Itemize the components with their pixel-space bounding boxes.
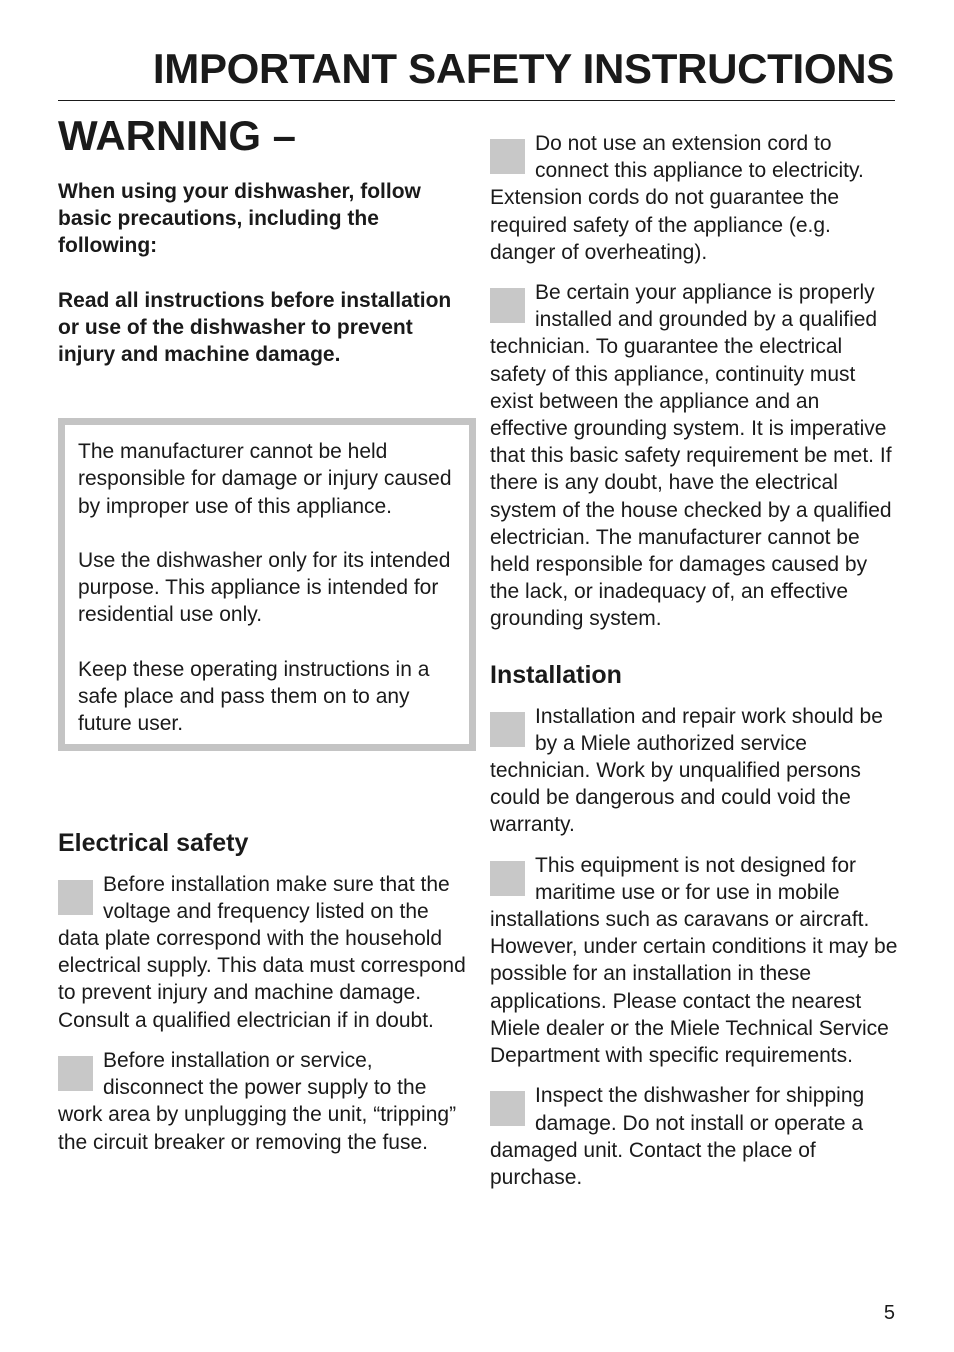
read-instructions-text: Read all instructions before installation or use of the dishwasher to prevent injury and machine damage.: [58, 289, 452, 366]
installation-item: [490, 852, 898, 1070]
bullet-square-icon: [490, 712, 525, 747]
installation-item: [490, 1082, 898, 1191]
notice-box: [58, 418, 476, 751]
intro-text: When using your dishwasher, follow basic precautions, including the following:: [58, 180, 421, 257]
safety-item: [58, 1047, 466, 1156]
bullet-square-icon: [490, 288, 525, 323]
installation-item-text: Inspect the dishwasher for shipping damage. Do not install or operate a damaged unit. Contact the place of purchase.: [490, 1084, 865, 1189]
installation-heading: Installation: [490, 660, 622, 689]
notice-paragraph: The manufacturer cannot be held responsible for damage or injury caused by improper use of this appliance.: [78, 440, 452, 518]
notice-paragraph: Use the dishwasher only for its intended purpose. This appliance is intended for residential use only.: [78, 548, 451, 627]
safety-item: [58, 871, 466, 1034]
page-title: IMPORTANT SAFETY INSTRUCTIONS: [152, 45, 894, 92]
safety-item: [490, 130, 898, 266]
electrical-safety-heading: Electrical safety: [58, 828, 249, 857]
bullet-square-icon: [58, 1056, 93, 1091]
safety-item: [490, 279, 898, 633]
installation-item-text: This equipment is not designed for maritime use or for use in mobile installations such as caravans or aircraft. However, under certain conditions it may be possible for an installation in these applications. Please contact the nearest Miele dealer or the Miele Technical Service Department with specific requirements.: [490, 853, 898, 1068]
bullet-square-icon: [490, 861, 525, 896]
safety-item-text: Before installation make sure that the voltage and frequency listed on the data plate correspond with the household electrical supply. This data must correspond to prevent injury and machine damage. Consult a qualified electrician if in doubt.: [58, 872, 466, 1032]
bullet-square-icon: [490, 139, 525, 174]
installation-item-text: Installation and repair work should be by a Miele authorized service technician. Work by unqualified persons could be dangerous and could void the warranty.: [490, 704, 883, 837]
title-divider: [58, 100, 895, 101]
safety-item-text: Do not use an extension cord to connect this appliance to electricity. Extension cords do not guarantee the required safety of the appliance (e.g. danger of overheating).: [490, 132, 864, 264]
page-number: 5: [883, 1302, 895, 1324]
bullet-square-icon: [490, 1091, 525, 1126]
bullet-square-icon: [58, 880, 93, 915]
warning-heading: WARNING –: [58, 112, 297, 159]
notice-paragraph: Keep these operating instructions in a safe place and pass them on to any future user.: [78, 657, 430, 736]
safety-item-text: Be certain your appliance is properly installed and grounded by a qualified technician. To guarantee the electrical safety of this appliance, continuity must exist between the appliance and an effective grounding system. It is imperative that this basic safety requirement be met. If there is any doubt, have the electrical system of the house checked by a qualified electrician. The manufacturer cannot be held responsible for damages caused by the lack, or inadequacy of, an effective grounding system.: [490, 281, 892, 631]
safety-item-text: Before installation or service, disconnect the power supply to the work area by unplugging the unit, “tripping” the circuit breaker or removing the fuse.: [58, 1048, 457, 1154]
left-column: [58, 110, 466, 1169]
installation-item: [490, 703, 898, 839]
right-column: [490, 130, 898, 1204]
